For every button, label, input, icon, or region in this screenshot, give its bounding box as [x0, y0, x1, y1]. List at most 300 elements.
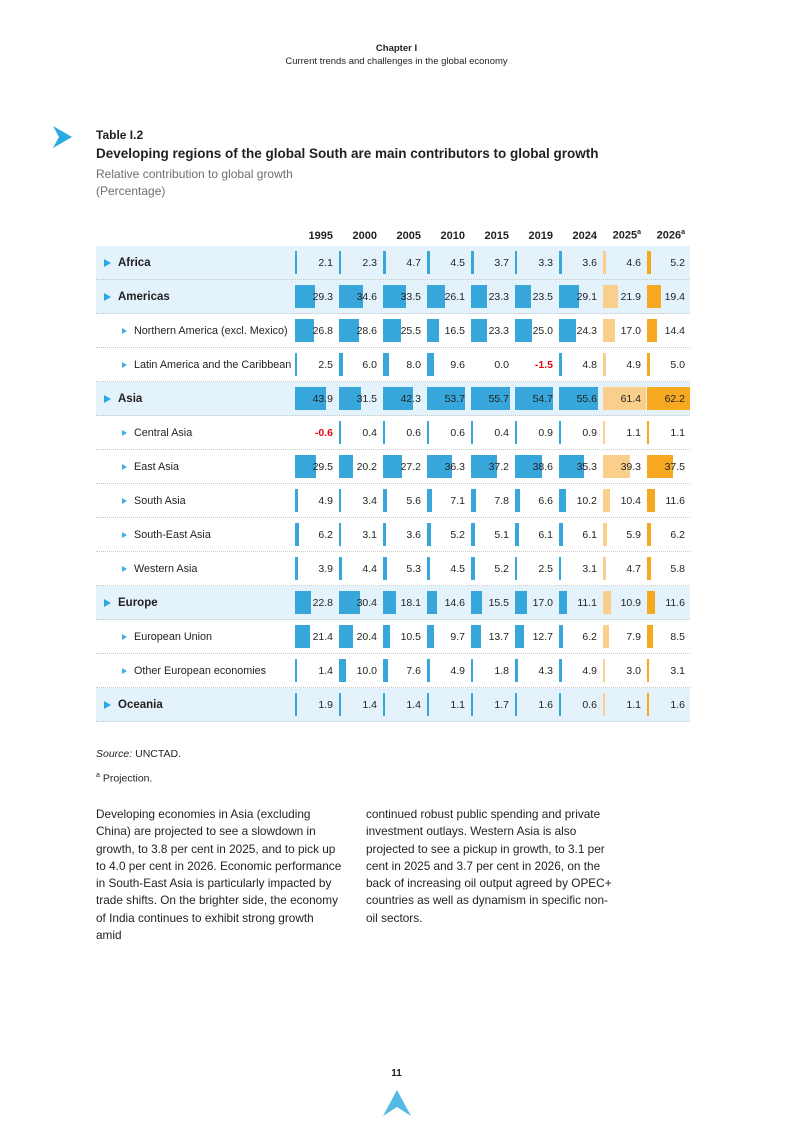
value-cell — [338, 552, 382, 585]
value-bar — [427, 693, 429, 716]
value-bar — [427, 353, 434, 376]
value-bar — [471, 251, 474, 274]
value-bar — [471, 285, 487, 308]
body-text-columns — [96, 806, 612, 944]
value-cell — [338, 586, 382, 619]
value-text: 6.2 — [318, 528, 333, 541]
value-text: 39.3 — [620, 460, 641, 473]
column-header: 2019 — [528, 230, 553, 242]
value-cell — [426, 416, 470, 449]
value-text: 11.6 — [665, 494, 685, 507]
source-label: Source: — [96, 748, 133, 760]
value-bar — [559, 353, 562, 376]
row-label: Americas — [118, 290, 170, 303]
value-bar — [295, 489, 298, 512]
paragraph-right: continued robust public spending and private investment outlays. Western Asia is also projected to see a pickup in growth, to 3.1 per cent in 2025 and 3.7 per cent in 2026, on the back of increasing oil output agreed by OPEC+ countries as well as dynamism in specific non-oil sectors. — [366, 807, 612, 925]
value-bar — [295, 557, 298, 580]
row-label: Latin America and the Caribbean — [134, 358, 292, 371]
value-text: 2.5 — [538, 562, 553, 575]
value-text: 30.4 — [356, 596, 377, 609]
value-bar — [383, 353, 389, 376]
table-row — [96, 348, 690, 382]
value-cell — [470, 450, 514, 483]
value-bar — [471, 659, 473, 682]
value-bar — [515, 319, 532, 342]
value-bar — [647, 489, 655, 512]
value-cell — [514, 246, 558, 279]
value-text: 1.4 — [406, 698, 421, 711]
value-cell — [602, 382, 646, 415]
value-text: 4.5 — [450, 562, 465, 575]
table-row — [96, 688, 690, 722]
value-bar — [427, 489, 432, 512]
value-text: 12.7 — [532, 630, 553, 643]
value-bar — [383, 659, 388, 682]
row-label-cell — [96, 314, 294, 347]
value-bar — [471, 625, 481, 648]
table-row — [96, 382, 690, 416]
value-text: 3.6 — [406, 528, 421, 541]
value-text: 6.1 — [538, 528, 553, 541]
value-bar — [603, 659, 605, 682]
value-bar — [559, 523, 563, 546]
value-cell — [294, 654, 338, 687]
value-text: 5.3 — [406, 562, 421, 575]
row-label-cell — [96, 586, 294, 619]
value-cell — [514, 416, 558, 449]
value-bar — [427, 625, 434, 648]
value-text: 4.5 — [450, 256, 465, 269]
row-label-cell — [96, 280, 294, 313]
column-header: 2025$^a$ — [612, 229, 641, 242]
value-bar — [427, 659, 430, 682]
value-bar — [515, 557, 517, 580]
value-bar — [647, 625, 653, 648]
value-bar — [647, 523, 651, 546]
value-cell — [382, 450, 426, 483]
value-cell — [294, 280, 338, 313]
value-text: -1.5 — [534, 358, 553, 371]
source-value: UNCTAD. — [135, 748, 181, 760]
value-cell — [470, 552, 514, 585]
value-text: 29.1 — [576, 290, 597, 303]
value-bar — [647, 421, 649, 444]
value-cell — [514, 688, 558, 721]
row-label-cell — [96, 552, 294, 585]
value-text: 0.6 — [406, 426, 421, 439]
region-arrow-icon — [104, 293, 111, 301]
value-cell — [558, 484, 602, 517]
value-bar — [339, 625, 353, 648]
value-text: 25.5 — [400, 324, 421, 337]
value-bar — [471, 557, 475, 580]
value-bar — [603, 421, 605, 444]
value-cell — [294, 586, 338, 619]
value-text: 62.2 — [664, 392, 685, 405]
value-text: 21.9 — [620, 290, 641, 303]
value-bar — [559, 489, 566, 512]
value-cell — [646, 450, 690, 483]
sub-arrow-icon — [122, 362, 127, 368]
value-text: 19.4 — [664, 290, 685, 303]
value-bar — [427, 557, 430, 580]
value-text: 37.2 — [488, 460, 509, 473]
value-bar — [515, 285, 531, 308]
value-text: 5.8 — [670, 562, 685, 575]
value-bar — [603, 353, 606, 376]
value-bar — [427, 285, 445, 308]
value-bar — [647, 285, 661, 308]
value-bar — [295, 625, 310, 648]
value-cell — [382, 620, 426, 653]
value-text: 55.7 — [488, 392, 509, 405]
value-bar — [427, 251, 430, 274]
value-cell — [558, 688, 602, 721]
value-text: 5.2 — [450, 528, 465, 541]
source-note — [96, 746, 690, 762]
value-text: 1.4 — [362, 698, 377, 711]
value-bar — [603, 557, 606, 580]
row-label-cell — [96, 450, 294, 483]
value-text: 14.4 — [664, 324, 685, 337]
value-cell — [602, 450, 646, 483]
value-bar — [603, 591, 611, 614]
table-row — [96, 280, 690, 314]
value-text: 17.0 — [532, 596, 553, 609]
value-text: 3.3 — [538, 256, 553, 269]
value-text: 3.1 — [670, 664, 685, 677]
sub-arrow-icon — [122, 464, 127, 470]
value-text: 23.5 — [532, 290, 553, 303]
value-text: 8.0 — [406, 358, 421, 371]
value-text: 4.8 — [582, 358, 597, 371]
row-label-cell — [96, 382, 294, 415]
value-text: 3.0 — [626, 664, 641, 677]
value-cell — [514, 280, 558, 313]
value-text: 3.4 — [362, 494, 377, 507]
value-bar — [471, 591, 482, 614]
value-bar — [515, 489, 520, 512]
value-cell — [382, 688, 426, 721]
value-cell — [514, 484, 558, 517]
value-cell — [470, 518, 514, 551]
value-cell — [338, 518, 382, 551]
value-text: 11.1 — [577, 596, 597, 609]
value-text: 9.6 — [450, 358, 465, 371]
table-title: Developing regions of the global South are main contributors to global growth — [96, 146, 599, 161]
region-arrow-icon — [104, 701, 111, 709]
value-cell — [602, 518, 646, 551]
value-text: 5.1 — [494, 528, 509, 541]
value-text: -0.6 — [314, 426, 333, 439]
value-bar — [559, 557, 561, 580]
column-header: 1995 — [308, 230, 333, 242]
footnote-text: Projection. — [102, 772, 153, 785]
value-text: 10.4 — [620, 494, 641, 507]
value-text: 4.7 — [626, 562, 641, 575]
value-cell — [646, 246, 690, 279]
value-text: 3.1 — [582, 562, 597, 575]
value-bar — [339, 489, 341, 512]
value-cell — [338, 348, 382, 381]
value-cell — [602, 654, 646, 687]
value-cell — [470, 280, 514, 313]
table-header-row — [96, 224, 690, 246]
value-text: 7.1 — [450, 494, 465, 507]
value-cell — [382, 280, 426, 313]
value-bar — [515, 693, 517, 716]
table-row — [96, 246, 690, 280]
table-row — [96, 314, 690, 348]
value-cell — [470, 382, 514, 415]
value-bar — [603, 625, 609, 648]
value-bar — [383, 557, 387, 580]
value-cell — [602, 586, 646, 619]
value-cell — [646, 314, 690, 347]
value-text: 6.1 — [582, 528, 597, 541]
value-bar — [383, 455, 402, 478]
value-bar — [339, 455, 353, 478]
value-text: 6.0 — [362, 358, 377, 371]
value-bar — [647, 319, 657, 342]
value-text: 4.3 — [538, 664, 553, 677]
sub-arrow-icon — [122, 668, 127, 674]
table-row — [96, 620, 690, 654]
value-bar — [339, 421, 341, 444]
value-text: 10.5 — [400, 630, 421, 643]
value-text: 2.5 — [318, 358, 333, 371]
value-text: 14.6 — [444, 596, 465, 609]
value-cell — [338, 450, 382, 483]
value-text: 1.7 — [494, 698, 509, 711]
value-cell — [426, 620, 470, 653]
value-bar — [295, 591, 311, 614]
value-text: 34.6 — [356, 290, 377, 303]
value-cell — [558, 314, 602, 347]
value-text: 36.3 — [444, 460, 465, 473]
value-cell — [382, 518, 426, 551]
value-cell — [514, 518, 558, 551]
value-cell — [426, 314, 470, 347]
value-cell — [426, 518, 470, 551]
row-label-cell — [96, 484, 294, 517]
value-cell — [646, 620, 690, 653]
value-bar — [647, 693, 649, 716]
value-text: 10.0 — [356, 664, 377, 677]
value-text: 17.0 — [620, 324, 641, 337]
value-cell — [470, 348, 514, 381]
value-cell — [470, 654, 514, 687]
value-cell — [558, 382, 602, 415]
value-text: 4.4 — [362, 562, 377, 575]
value-bar — [559, 659, 562, 682]
page-number: 11 — [391, 1068, 402, 1079]
value-text: 35.3 — [576, 460, 597, 473]
value-cell — [602, 552, 646, 585]
value-cell — [382, 586, 426, 619]
table-row — [96, 484, 690, 518]
row-label-cell — [96, 688, 294, 721]
value-bar — [427, 523, 431, 546]
value-bar — [515, 659, 518, 682]
value-cell — [558, 518, 602, 551]
value-cell — [338, 484, 382, 517]
value-text: 11.6 — [665, 596, 685, 609]
value-text: 23.3 — [488, 290, 509, 303]
value-bar — [339, 659, 346, 682]
value-bar — [471, 489, 476, 512]
value-cell — [470, 586, 514, 619]
value-cell — [294, 484, 338, 517]
value-text: 26.8 — [312, 324, 333, 337]
table-body — [96, 246, 690, 722]
value-cell — [558, 586, 602, 619]
value-cell — [514, 348, 558, 381]
value-cell — [294, 688, 338, 721]
value-text: 0.0 — [494, 358, 509, 371]
value-text: 13.7 — [488, 630, 509, 643]
value-cell — [470, 688, 514, 721]
value-bar — [603, 489, 610, 512]
table-id: Table I.2 — [96, 128, 144, 142]
value-cell — [382, 382, 426, 415]
running-header — [0, 0, 793, 68]
value-bar — [295, 251, 297, 274]
value-cell — [426, 484, 470, 517]
value-cell — [558, 654, 602, 687]
value-bar — [383, 489, 387, 512]
value-text: 9.7 — [450, 630, 465, 643]
value-cell — [558, 620, 602, 653]
value-cell — [470, 314, 514, 347]
value-text: 29.3 — [312, 290, 333, 303]
value-text: 0.4 — [362, 426, 377, 439]
value-text: 1.9 — [318, 698, 333, 711]
value-cell — [558, 246, 602, 279]
value-cell — [646, 552, 690, 585]
value-bar — [339, 557, 342, 580]
value-cell — [294, 314, 338, 347]
value-text: 0.9 — [582, 426, 597, 439]
row-label-cell — [96, 654, 294, 687]
value-text: 6.2 — [582, 630, 597, 643]
value-cell — [338, 246, 382, 279]
value-text: 1.6 — [670, 698, 685, 711]
value-bar — [383, 693, 385, 716]
value-bar — [603, 285, 618, 308]
value-text: 3.9 — [318, 562, 333, 575]
value-cell — [602, 620, 646, 653]
value-cell — [646, 518, 690, 551]
row-label-cell — [96, 246, 294, 279]
value-cell — [646, 688, 690, 721]
value-cell — [514, 450, 558, 483]
value-bar — [471, 693, 473, 716]
value-cell — [426, 552, 470, 585]
value-bar — [515, 251, 517, 274]
sub-arrow-icon — [122, 498, 127, 504]
value-cell — [602, 246, 646, 279]
value-cell — [338, 280, 382, 313]
row-label: Other European economies — [134, 664, 267, 677]
value-cell — [338, 382, 382, 415]
value-text: 37.5 — [664, 460, 685, 473]
value-cell — [338, 416, 382, 449]
value-text: 1.1 — [450, 698, 465, 711]
value-cell — [294, 416, 338, 449]
value-cell — [558, 450, 602, 483]
value-text: 61.4 — [620, 392, 641, 405]
value-text: 42.3 — [400, 392, 421, 405]
value-cell — [646, 382, 690, 415]
value-text: 6.2 — [670, 528, 685, 541]
table-unit: (Percentage) — [96, 184, 166, 198]
region-arrow-icon — [104, 599, 111, 607]
value-bar — [515, 625, 524, 648]
value-bar — [383, 591, 396, 614]
value-cell — [382, 552, 426, 585]
value-text: 20.2 — [356, 460, 377, 473]
value-text: 3.7 — [494, 256, 509, 269]
value-cell — [426, 280, 470, 313]
value-text: 4.9 — [450, 664, 465, 677]
value-cell — [294, 246, 338, 279]
table-notes — [96, 746, 690, 787]
value-text: 26.1 — [444, 290, 465, 303]
table-row — [96, 654, 690, 688]
value-bar — [559, 421, 561, 444]
sub-arrow-icon — [122, 328, 127, 334]
value-bar — [647, 251, 651, 274]
value-bar — [427, 591, 437, 614]
row-label-cell — [96, 416, 294, 449]
table-row — [96, 450, 690, 484]
value-text: 5.2 — [670, 256, 685, 269]
value-text: 8.5 — [670, 630, 685, 643]
sub-arrow-icon — [122, 532, 127, 538]
value-cell — [426, 654, 470, 687]
value-cell — [338, 688, 382, 721]
value-text: 1.6 — [538, 698, 553, 711]
value-bar — [339, 251, 341, 274]
value-text: 28.6 — [356, 324, 377, 337]
value-text: 5.9 — [626, 528, 641, 541]
value-cell — [382, 416, 426, 449]
value-text: 21.4 — [312, 630, 333, 643]
value-text: 0.6 — [582, 698, 597, 711]
column-header: 2015 — [484, 230, 509, 242]
value-bar — [339, 693, 341, 716]
value-bar — [383, 319, 401, 342]
column-header: 2010 — [440, 230, 465, 242]
value-cell — [646, 348, 690, 381]
value-text: 53.7 — [444, 392, 465, 405]
value-cell — [646, 586, 690, 619]
value-bar — [603, 319, 615, 342]
value-bar — [515, 421, 517, 444]
value-text: 25.0 — [532, 324, 553, 337]
value-cell — [470, 620, 514, 653]
table-row — [96, 416, 690, 450]
row-label-cell — [96, 620, 294, 653]
row-label: Central Asia — [134, 426, 193, 439]
row-label-cell — [96, 518, 294, 551]
value-text: 7.8 — [494, 494, 509, 507]
value-text: 5.0 — [670, 358, 685, 371]
table-row — [96, 552, 690, 586]
value-cell — [426, 586, 470, 619]
value-bar — [603, 523, 607, 546]
